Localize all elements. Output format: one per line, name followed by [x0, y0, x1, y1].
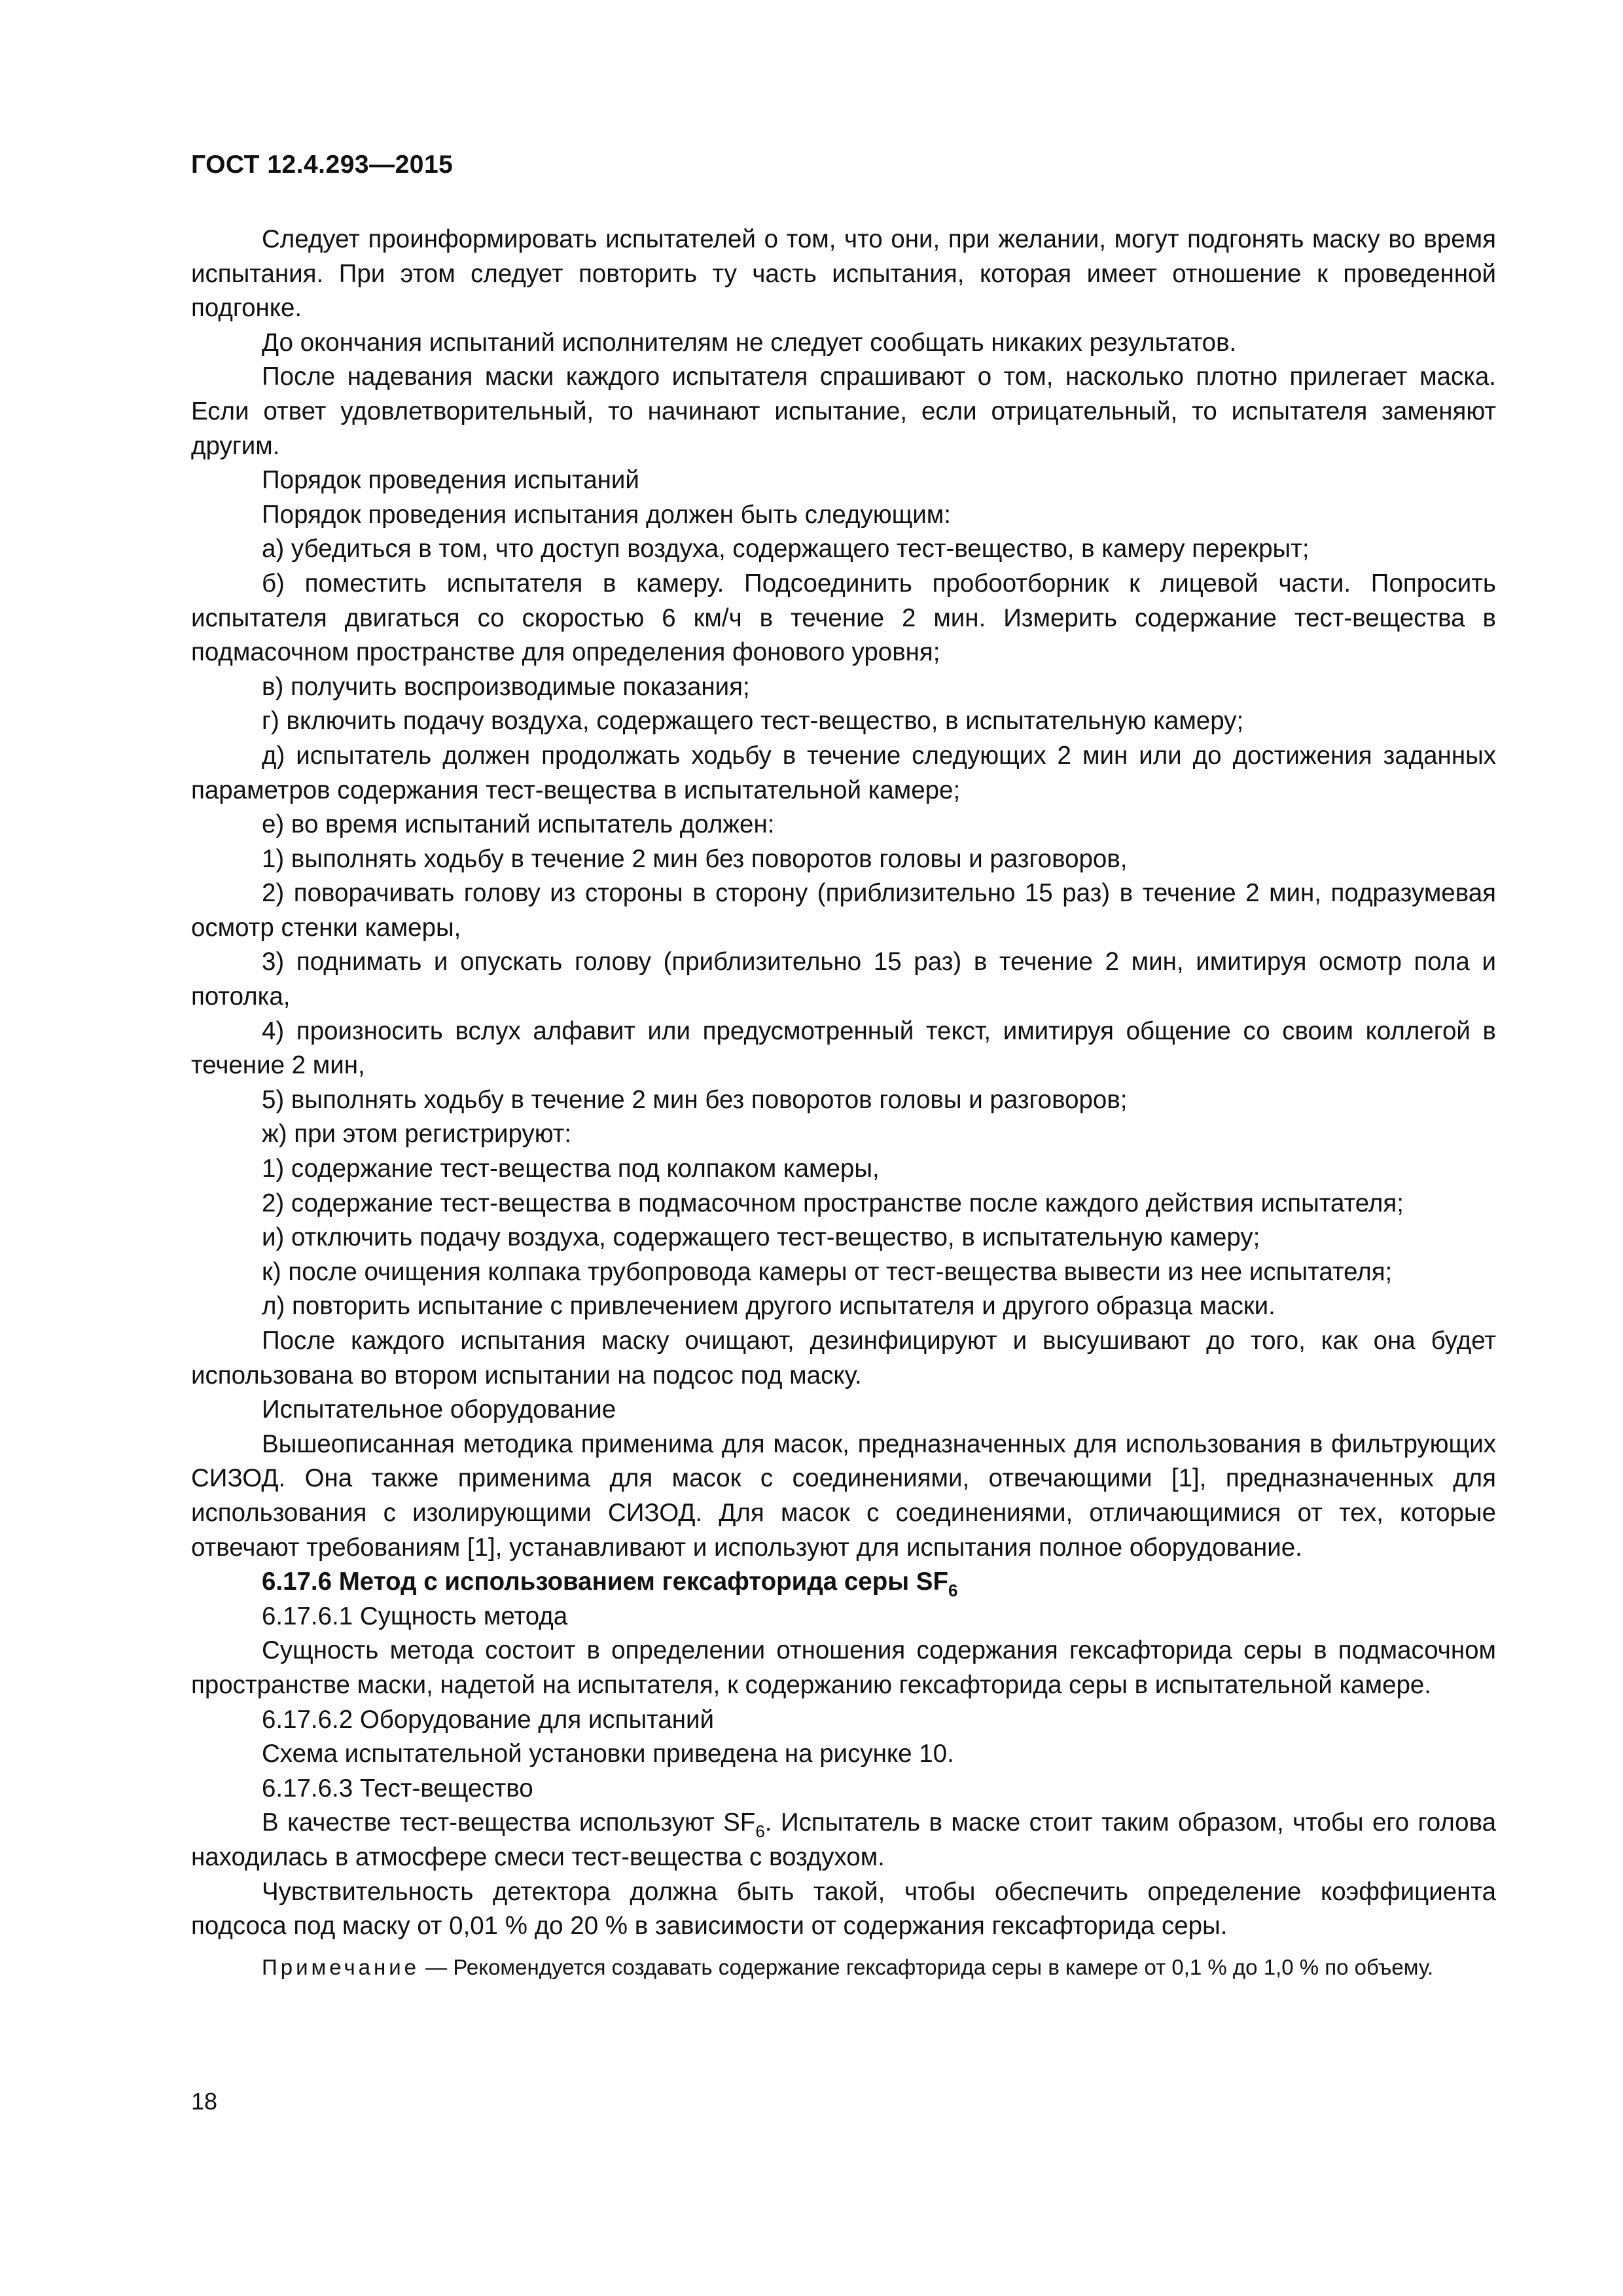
paragraph: До окончания испытаний исполнителям не следует сообщать никаких результатов. [262, 328, 1237, 357]
paragraph: Схема испытательной установки приведена на рисунке 10. [262, 1740, 954, 1768]
list-item: 4) произносить вслух алфавит или предусмотренный текст, имитируя общение со своим коллегой в течение 2 мин, [191, 1016, 1496, 1080]
subscript: 6 [755, 1821, 765, 1842]
subscript: 6 [948, 1581, 958, 1601]
document-header: ГОСТ 12.4.293—2015 [191, 151, 454, 179]
note-text: — Рекомендуется создавать содержание гексафторида серы в камере от 0,1 % до 1,0 % по объему. [419, 1954, 1434, 1979]
list-item: 3) поднимать и опускать голову (приблизительно 15 раз) в течение 2 мин, имитируя осмотр пола и потолка, [191, 948, 1496, 1011]
paragraph: Чувствительность детектора должна быть такой, чтобы обеспечить определение коэффициента подсоса под маску от 0,01 % до 20 % в зависимости от содержания гексафторида серы. [191, 1877, 1496, 1941]
subheading: Испытательное оборудование [262, 1395, 616, 1424]
paragraph: После надевания маски каждого испытателя спрашивают о том, насколько плотно прилегает маска. Если ответ удовлетворительный, то начинают испытание, если отрицательный, то испытателя заменяют другим. [191, 363, 1496, 460]
list-item: 1) выполнять ходьбу в течение 2 мин без поворотов головы и разговоров, [262, 844, 1128, 873]
paragraph: Сущность метода состоит в определении отношения содержания гексафторида серы в подмасочном пространстве маски, надетой на испытателя, к содержанию гексафторида серы в испытательной камере. [191, 1636, 1496, 1699]
list-item: 5) выполнять ходьбу в течение 2 мин без поворотов головы и разговоров; [262, 1085, 1128, 1114]
list-item: 2) содержание тест-вещества в подмасочном пространстве после каждого действия испытателя; [262, 1189, 1404, 1217]
text-run: В качестве тест-вещества используют SF [262, 1808, 756, 1837]
paragraph [191, 1806, 1496, 1874]
subsection-title: 6.17.6.2 Оборудование для испытаний [262, 1705, 715, 1734]
section-heading-text: 6.17.6 Метод с использованием гексафторида серы SF [262, 1568, 948, 1596]
document-body [191, 223, 1496, 1982]
list-item: к) после очищения колпака трубопровода камеры от тест-вещества вывести из нее испытателя; [262, 1257, 1393, 1286]
list-item: л) повторить испытание с привлечением другого испытателя и другого образца маски. [262, 1292, 1275, 1321]
note-label: Примечание [262, 1954, 420, 1979]
list-item: и) отключить подачу воздуха, содержащего тест-вещество, в испытательную камеру; [262, 1223, 1260, 1252]
list-item: г) включить подачу воздуха, содержащего тест-вещество, в испытательную камеру; [262, 707, 1244, 736]
note [191, 1953, 1496, 1982]
text-run: . Испытатель в маске стоит таким образом, чтобы его голова находилась в атмосфере смеси тест-вещества с воздухом. [191, 1808, 1497, 1871]
paragraph: Следует проинформировать испытателей о том, что они, при желании, могут подгонять маску во время испытания. При этом следует повторить ту часть испытания, которая имеет отношение к проведенной подгонке. [191, 225, 1496, 323]
section-heading [191, 1565, 1496, 1600]
list-item: в) получить воспроизводимые показания; [262, 672, 750, 701]
paragraph: Порядок проведения испытания должен быть следующим: [262, 500, 951, 529]
list-item: 1) содержание тест-вещества под колпаком камеры, [262, 1155, 880, 1183]
list-item: е) во время испытаний испытатель должен: [262, 810, 775, 839]
list-item: 2) поворачивать голову из стороны в сторону (приблизительно 15 раз) в течение 2 мин, подразумевая осмотр стенки камеры, [191, 879, 1496, 942]
list-item: а) убедиться в том, что доступ воздуха, содержащего тест-вещество, в камеру перекрыт; [262, 535, 1310, 564]
list-item: ж) при этом регистрируют: [262, 1120, 572, 1149]
subsection-title: 6.17.6.3 Тест-вещество [262, 1774, 533, 1803]
list-item: б) поместить испытателя в камеру. Подсоединить пробоотборник к лицевой части. Попросить испытателя двигаться со скоростью 6 км/ч в течение 2 мин. Измерить содержание тест-вещества в подмасочном пространстве для определения фонового уровня; [191, 569, 1496, 667]
paragraph: После каждого испытания маску очищают, дезинфицируют и высушивают до того, как она будет использована во втором испытании на подсос под маску. [191, 1327, 1496, 1390]
paragraph: Вышеописанная методика применима для масок, предназначенных для использования в фильтрующих СИЗОД. Она также применима для масок с соединениями, отвечающими [1], предназначенных для использования с изолирующими СИЗОД. Для масок с соединениями, отличающимися от тех, которые отвечают требованиям [1], устанавливают и используют для испытания полное оборудование. [191, 1429, 1496, 1562]
page-number: 18 [191, 2088, 218, 2115]
subsection-title: 6.17.6.1 Сущность метода [262, 1602, 568, 1630]
list-item: д) испытатель должен продолжать ходьбу в течение следующих 2 мин или до достижения заданных параметров содержания тест-вещества в испытательной камере; [191, 741, 1496, 804]
subheading: Порядок проведения испытаний [262, 466, 639, 495]
